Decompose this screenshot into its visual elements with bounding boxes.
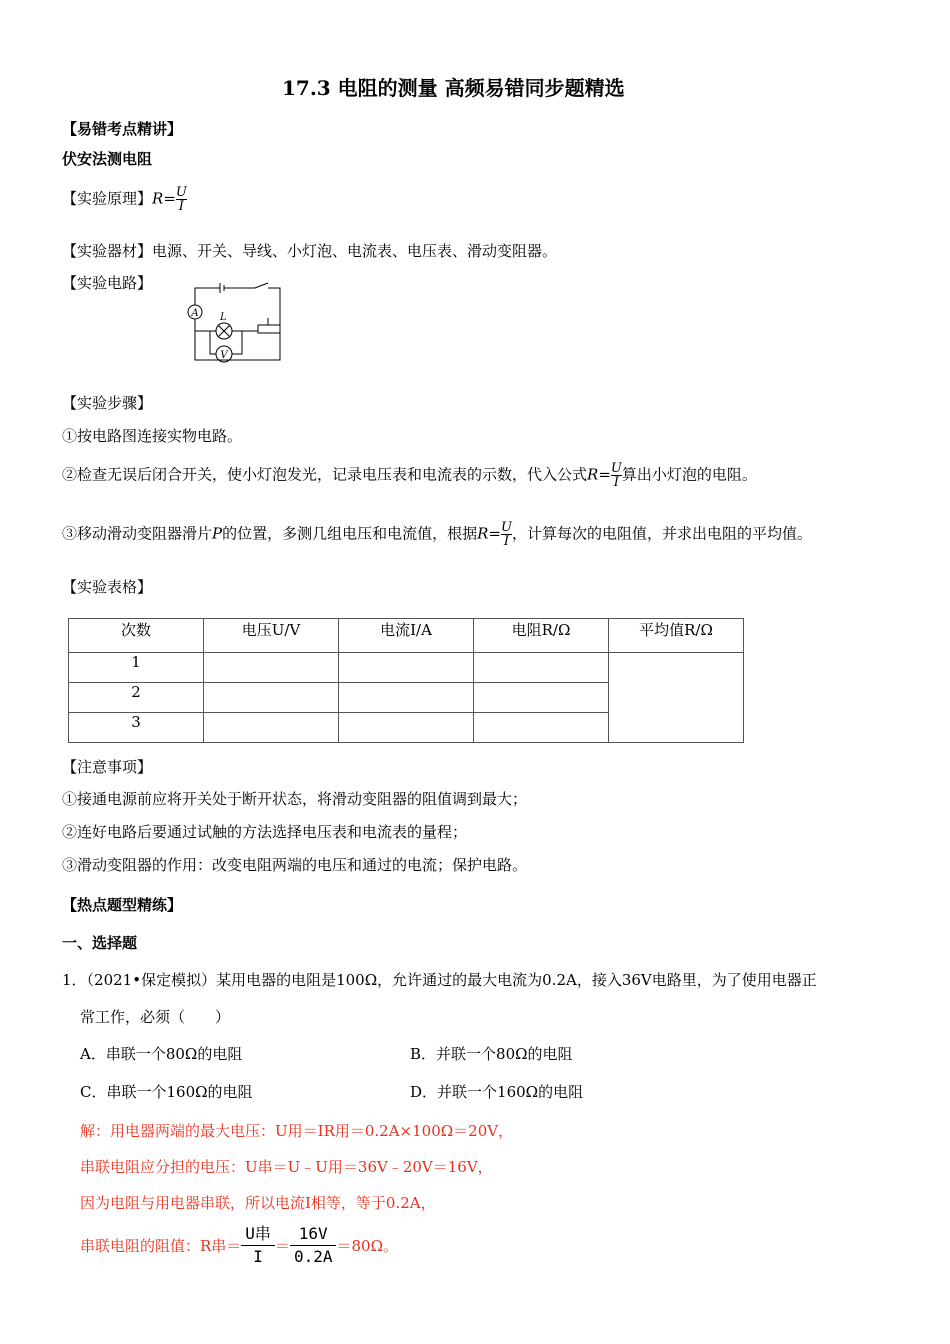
table-header: 平均值R/Ω: [609, 619, 744, 653]
step3-fraction: $\frac{U}{I}$: [501, 520, 512, 549]
table-row: 3: [69, 713, 744, 743]
principle-line: 【实验原理】R= $\frac{U}{I}$: [62, 185, 187, 214]
table-header: 电阻R/Ω: [474, 619, 609, 653]
solution-line-2: 串联电阻应分担的电压：U串＝U﹣U用＝36V﹣20V＝16V，: [80, 1158, 493, 1176]
notes-label: 【注意事项】: [62, 758, 153, 776]
steps-label: 【实验步骤】: [62, 394, 153, 412]
table-row: 2: [69, 683, 744, 713]
principle-lhs: R: [152, 189, 164, 208]
ammeter-label: A: [191, 308, 199, 319]
solution-fraction-1: $\frac{\text{U串}}{I}$: [241, 1226, 275, 1265]
note-3: ③滑动变阻器的作用：改变电阻两端的电压和通过的电流；保护电路。: [62, 856, 528, 874]
step-3: ③移动滑动变阻器滑片P的位置，多测几组电压和电流值，根据R= $\frac{U}{I}$ ，计算每次的电阻值，并求出电阻的平均值。: [62, 520, 812, 549]
solution-fraction-2: $\frac{16V}{0.2A}$: [290, 1226, 337, 1265]
circuit-diagram: [180, 280, 290, 370]
solution-line-1: 解：用电器两端的最大电压：U用＝IR用＝0.2A×100Ω＝20V，: [80, 1122, 514, 1140]
note-2: ②连好电路后要通过试触的方法选择电压表和电流表的量程；: [62, 823, 468, 841]
step-2: ②检查无误后闭合开关，使小灯泡发光，记录电压表和电流表的示数，代入公式R= $\frac{U}{I}$ 算出小灯泡的电阻。: [62, 461, 757, 490]
table-header: 电流I/A: [339, 619, 474, 653]
circuit-label: 【实验电路】: [62, 274, 153, 292]
option-d: D．并联一个160Ω的电阻: [410, 1083, 584, 1101]
solution-line-4: 串联电阻的阻值：R串＝ $\frac{\text{U串}}{I}$ ＝ $\frac{16V}{0.2A}$ ＝80Ω。: [80, 1224, 399, 1266]
note-1: ①接通电源前应将开关处于断开状态，将滑动变阻器的阻值调到最大；: [62, 790, 528, 808]
table-row: 1: [69, 653, 744, 683]
table-header: 电压U/V: [204, 619, 339, 653]
experiment-table: [68, 618, 744, 743]
table-header: 次数: [69, 619, 204, 653]
option-c: C．串联一个160Ω的电阻: [80, 1083, 253, 1101]
principle-fraction: $\frac{U}{I}$: [175, 185, 187, 214]
question-1-line-2: 常工作，必须（ ）: [80, 1008, 231, 1026]
average-cell: [609, 653, 744, 743]
part-heading: 一、选择题: [62, 934, 138, 952]
step-1: ①按电路图连接实物电路。: [62, 427, 243, 445]
section-heading-practice: 【热点题型精练】: [62, 896, 183, 914]
option-a: A．串联一个80Ω的电阻: [80, 1045, 243, 1063]
lamp-label: L: [220, 312, 227, 323]
principle-label: 【实验原理】: [62, 189, 153, 208]
step2-fraction: $\frac{U}{I}$: [610, 461, 622, 490]
equipment-line: 【实验器材】电源、开关、导线、小灯泡、电流表、电压表、滑动变阻器。: [62, 242, 558, 260]
question-1-line-1: 1．（2021•保定模拟）某用电器的电阻是100Ω，允许通过的最大电流为0.2A，接入36V电路里，为了使用电器正: [62, 971, 817, 989]
page-title: 17.3 电阻的测量 高频易错同步题精选: [282, 76, 625, 100]
solution-line-3: 因为电阻与用电器串联，所以电流I相等，等于0.2A，: [80, 1194, 436, 1212]
section-heading-points: 【易错考点精讲】: [62, 120, 183, 138]
voltmeter-label: V: [220, 350, 228, 361]
topic-heading: 伏安法测电阻: [62, 150, 153, 168]
table-label: 【实验表格】: [62, 578, 153, 596]
option-b: B．并联一个80Ω的电阻: [410, 1045, 573, 1063]
